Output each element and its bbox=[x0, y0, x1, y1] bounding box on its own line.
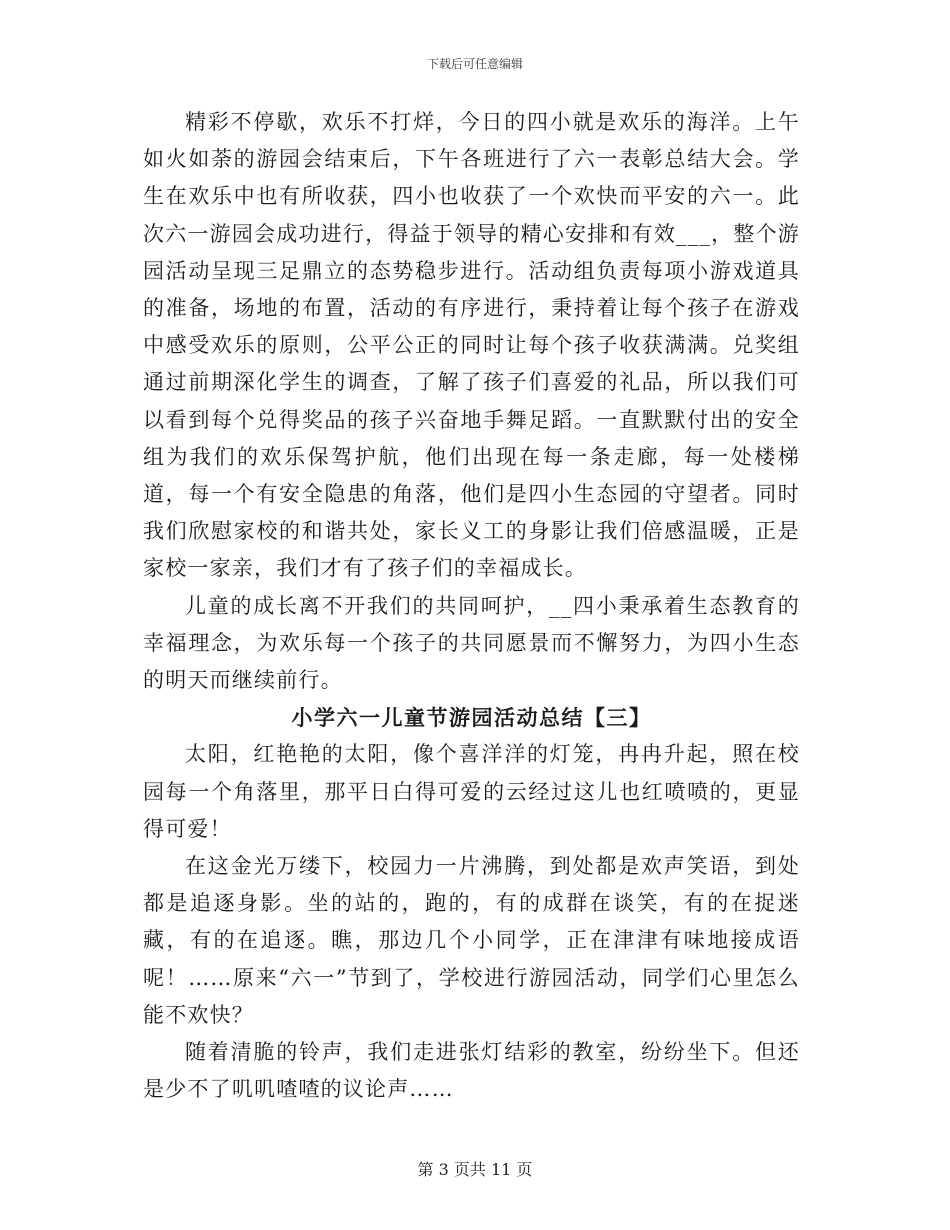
paragraph: 太阳，红艳艳的太阳，像个喜洋洋的灯笼，冉冉升起，照在校园每一个角落里，那平日白得可爱的云经过这儿也红喷喷的，更显得可爱！ bbox=[143, 742, 800, 841]
paragraph: 儿童的成长离不开我们的共同呵护，__四小秉承着生态教育的幸福理念，为欢乐每一个孩子的共同愿景而不懈努力，为四小生态的明天而继续前行。 bbox=[143, 593, 800, 693]
header-note: 下载后可任意编辑 bbox=[426, 57, 523, 71]
paragraph: 随着清脆的铃声，我们走进张灯结彩的教室，纷纷坐下。但还是少不了叽叽喳喳的议论声…… bbox=[143, 1040, 800, 1102]
document-body bbox=[143, 104, 800, 1108]
page-number: 第 3 页共 11 页 bbox=[417, 1160, 533, 1179]
section-title: 小学六一儿童节游园活动总结【三】 bbox=[291, 705, 652, 731]
paragraph: 在这金光万缕下，校园力一片沸腾，到处都是欢声笑语，到处都是追逐身影。坐的站的，跑的，有的成群在谈笑，有的在捉迷藏，有的在追逐。瞧，那边几个小同学，正在津津有味地接成语呢！……原来“六一”节到了，学校进行游园活动，同学们心里怎么能不欢快？ bbox=[143, 854, 800, 1027]
paragraph: 精彩不停歇，欢乐不打烊，今日的四小就是欢乐的海洋。上午如火如荼的游园会结束后，下午各班进行了六一表彰总结大会。学生在欢乐中也有所收获，四小也收获了一个欢快而平安的六一。此次六一游园会成功进行，得益于领导的精心安排和有效___，整个游园活动呈现三足鼎立的态势稳步进行。活动组负责每项小游戏道具的准备，场地的布置，活动的有序进行，秉持着让每个孩子在游戏中感受欢乐的原则，公平公正的同时让每个孩子收获满满。兑奖组通过前期深化学生的调查，了解了孩子们喜爱的礼品，所以我们可以看到每个兑得奖品的孩子兴奋地手舞足蹈。一直默默付出的安全组为我们的欢乐保驾护航，他们出现在每一条走廊，每一处楼梯道，每一个有安全隐患的角落，他们是四小生态园的守望者。同时我们欣慰家校的和谐共处，家长义工的身影让我们倍感温暖，正是家校一家亲，我们才有了孩子们的幸福成长。 bbox=[143, 110, 800, 581]
